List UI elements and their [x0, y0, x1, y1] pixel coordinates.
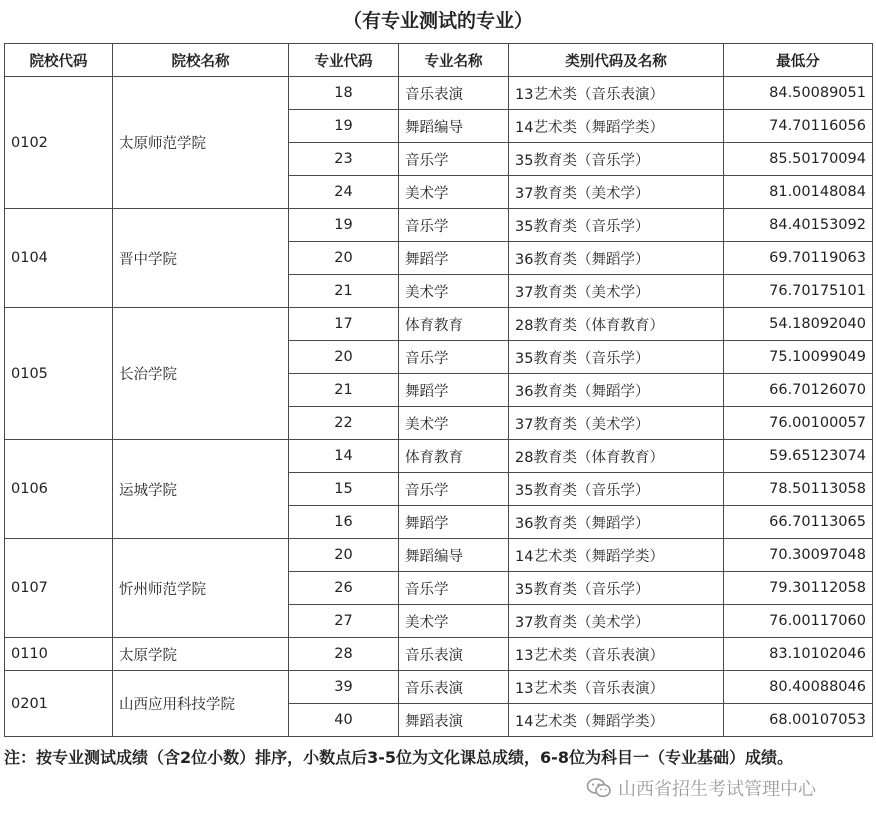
table-row: [5, 308, 873, 341]
school-name-cell: 太原师范学院: [113, 77, 289, 209]
major-name-cell: 舞蹈学: [399, 242, 509, 275]
major-code-cell: 23: [289, 143, 399, 176]
category-cell: 35教育类（音乐学）: [509, 341, 724, 374]
category-cell: 36教育类（舞蹈学）: [509, 242, 724, 275]
major-name-cell: 舞蹈学: [399, 374, 509, 407]
major-name-cell: 美术学: [399, 275, 509, 308]
min-score-cell: 84.50089051: [724, 77, 873, 110]
wechat-icon: [586, 777, 612, 799]
min-score-cell: 84.40153092: [724, 209, 873, 242]
school-code-cell: 0201: [5, 671, 113, 737]
category-cell: 35教育类（音乐学）: [509, 209, 724, 242]
major-name-cell: 音乐表演: [399, 638, 509, 671]
category-cell: 14艺术类（舞蹈学类）: [509, 704, 724, 737]
category-cell: 37教育类（美术学）: [509, 407, 724, 440]
header-school-name: 院校名称: [113, 44, 289, 77]
min-score-cell: 66.70126070: [724, 374, 873, 407]
major-name-cell: 音乐学: [399, 209, 509, 242]
min-score-cell: 68.00107053: [724, 704, 873, 737]
school-code-cell: 0102: [5, 77, 113, 209]
watermark: [586, 775, 816, 801]
major-code-cell: 20: [289, 242, 399, 275]
category-cell: 14艺术类（舞蹈学类）: [509, 539, 724, 572]
major-name-cell: 体育教育: [399, 440, 509, 473]
table-row: [5, 77, 873, 110]
category-cell: 13艺术类（音乐表演）: [509, 77, 724, 110]
major-code-cell: 24: [289, 176, 399, 209]
category-cell: 28教育类（体育教育）: [509, 308, 724, 341]
major-code-cell: 28: [289, 638, 399, 671]
header-major-name: 专业名称: [399, 44, 509, 77]
category-cell: 36教育类（舞蹈学）: [509, 374, 724, 407]
min-score-cell: 66.70113065: [724, 506, 873, 539]
min-score-cell: 70.30097048: [724, 539, 873, 572]
table-body: [5, 77, 873, 737]
major-code-cell: 21: [289, 275, 399, 308]
major-code-cell: 16: [289, 506, 399, 539]
school-name-cell: 忻州师范学院: [113, 539, 289, 638]
min-score-cell: 83.10102046: [724, 638, 873, 671]
category-cell: 35教育类（音乐学）: [509, 143, 724, 176]
min-score-cell: 76.70175101: [724, 275, 873, 308]
major-name-cell: 舞蹈表演: [399, 704, 509, 737]
table-title: （有专业测试的专业）: [342, 10, 533, 32]
major-code-cell: 22: [289, 407, 399, 440]
footnote: 注：按专业测试成绩（含2位小数）排序，小数点后3-5位为文化课总成绩，6-8位为科目一（专业基础）成绩。: [4, 748, 793, 767]
category-cell: 37教育类（美术学）: [509, 176, 724, 209]
min-score-cell: 54.18092040: [724, 308, 873, 341]
table-row: [5, 671, 873, 704]
min-score-cell: 81.00148084: [724, 176, 873, 209]
category-cell: 28教育类（体育教育）: [509, 440, 724, 473]
major-code-cell: 19: [289, 209, 399, 242]
major-code-cell: 20: [289, 341, 399, 374]
category-cell: 35教育类（音乐学）: [509, 572, 724, 605]
school-name-cell: 太原学院: [113, 638, 289, 671]
min-score-cell: 75.10099049: [724, 341, 873, 374]
major-code-cell: 39: [289, 671, 399, 704]
min-score-cell: 80.40088046: [724, 671, 873, 704]
min-score-cell: 74.70116056: [724, 110, 873, 143]
major-name-cell: 音乐表演: [399, 671, 509, 704]
table-row: [5, 440, 873, 473]
major-name-cell: 舞蹈编导: [399, 539, 509, 572]
major-code-cell: 17: [289, 308, 399, 341]
table-row: [5, 209, 873, 242]
category-cell: 35教育类（音乐学）: [509, 473, 724, 506]
category-cell: 13艺术类（音乐表演）: [509, 638, 724, 671]
admission-score-table: [4, 43, 873, 737]
header-min-score: 最低分: [724, 44, 873, 77]
school-name-cell: 运城学院: [113, 440, 289, 539]
table-header-row: [5, 44, 873, 77]
major-name-cell: 舞蹈编导: [399, 110, 509, 143]
major-code-cell: 26: [289, 572, 399, 605]
major-name-cell: 音乐学: [399, 473, 509, 506]
category-cell: 37教育类（美术学）: [509, 605, 724, 638]
major-code-cell: 19: [289, 110, 399, 143]
min-score-cell: 78.50113058: [724, 473, 873, 506]
header-category: 类别代码及名称: [509, 44, 724, 77]
major-name-cell: 音乐学: [399, 143, 509, 176]
table-row: [5, 638, 873, 671]
school-code-cell: 0105: [5, 308, 113, 440]
major-code-cell: 21: [289, 374, 399, 407]
school-code-cell: 0104: [5, 209, 113, 308]
major-name-cell: 舞蹈学: [399, 506, 509, 539]
major-code-cell: 18: [289, 77, 399, 110]
major-name-cell: 音乐学: [399, 341, 509, 374]
major-name-cell: 美术学: [399, 176, 509, 209]
school-code-cell: 0106: [5, 440, 113, 539]
school-code-cell: 0107: [5, 539, 113, 638]
category-cell: 14艺术类（舞蹈学类）: [509, 110, 724, 143]
major-code-cell: 15: [289, 473, 399, 506]
major-code-cell: 40: [289, 704, 399, 737]
major-name-cell: 美术学: [399, 605, 509, 638]
watermark-text: 山西省招生考试管理中心: [618, 779, 816, 800]
category-cell: 37教育类（美术学）: [509, 275, 724, 308]
min-score-cell: 76.00100057: [724, 407, 873, 440]
major-name-cell: 美术学: [399, 407, 509, 440]
major-name-cell: 音乐学: [399, 572, 509, 605]
school-code-cell: 0110: [5, 638, 113, 671]
min-score-cell: 69.70119063: [724, 242, 873, 275]
header-major-code: 专业代码: [289, 44, 399, 77]
major-code-cell: 27: [289, 605, 399, 638]
category-cell: 36教育类（舞蹈学）: [509, 506, 724, 539]
min-score-cell: 85.50170094: [724, 143, 873, 176]
major-name-cell: 音乐表演: [399, 77, 509, 110]
category-cell: 13艺术类（音乐表演）: [509, 671, 724, 704]
min-score-cell: 79.30112058: [724, 572, 873, 605]
min-score-cell: 76.00117060: [724, 605, 873, 638]
major-code-cell: 20: [289, 539, 399, 572]
table-row: [5, 539, 873, 572]
school-name-cell: 长治学院: [113, 308, 289, 440]
major-name-cell: 体育教育: [399, 308, 509, 341]
header-school-code: 院校代码: [5, 44, 113, 77]
school-name-cell: 山西应用科技学院: [113, 671, 289, 737]
school-name-cell: 晋中学院: [113, 209, 289, 308]
major-code-cell: 14: [289, 440, 399, 473]
min-score-cell: 59.65123074: [724, 440, 873, 473]
